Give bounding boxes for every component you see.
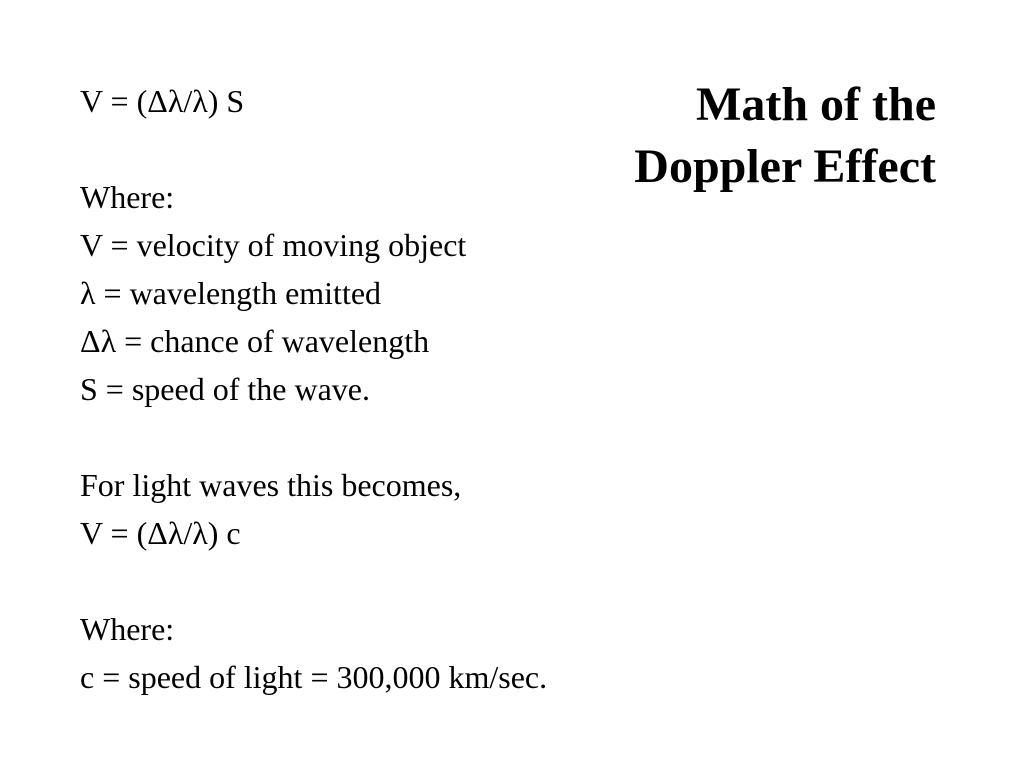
blank-line bbox=[80, 125, 547, 173]
definition-change-of-wavelength: Δλ = chance of wavelength bbox=[80, 323, 430, 359]
slide-title-line-1: Math of the bbox=[696, 78, 936, 131]
blank-line bbox=[80, 413, 547, 461]
light-waves-intro: For light waves this becomes, bbox=[80, 467, 462, 503]
slide-title bbox=[634, 74, 936, 198]
definition-velocity: V = velocity of moving object bbox=[80, 227, 467, 263]
definition-speed-of-light: c = speed of light = 300,000 km/sec. bbox=[80, 659, 548, 695]
blank-line bbox=[80, 557, 547, 605]
where-label: Where: bbox=[80, 611, 175, 647]
slide-title-line-2: Doppler Effect bbox=[634, 140, 936, 193]
where-label: Where: bbox=[80, 179, 175, 215]
formula-light: V = (Δλ/λ) c bbox=[80, 515, 241, 551]
slide-body bbox=[80, 77, 547, 701]
formula-general: V = (Δλ/λ) S bbox=[80, 83, 245, 119]
definition-wavelength: λ = wavelength emitted bbox=[80, 275, 382, 311]
definition-speed-of-wave: S = speed of the wave. bbox=[80, 371, 370, 407]
